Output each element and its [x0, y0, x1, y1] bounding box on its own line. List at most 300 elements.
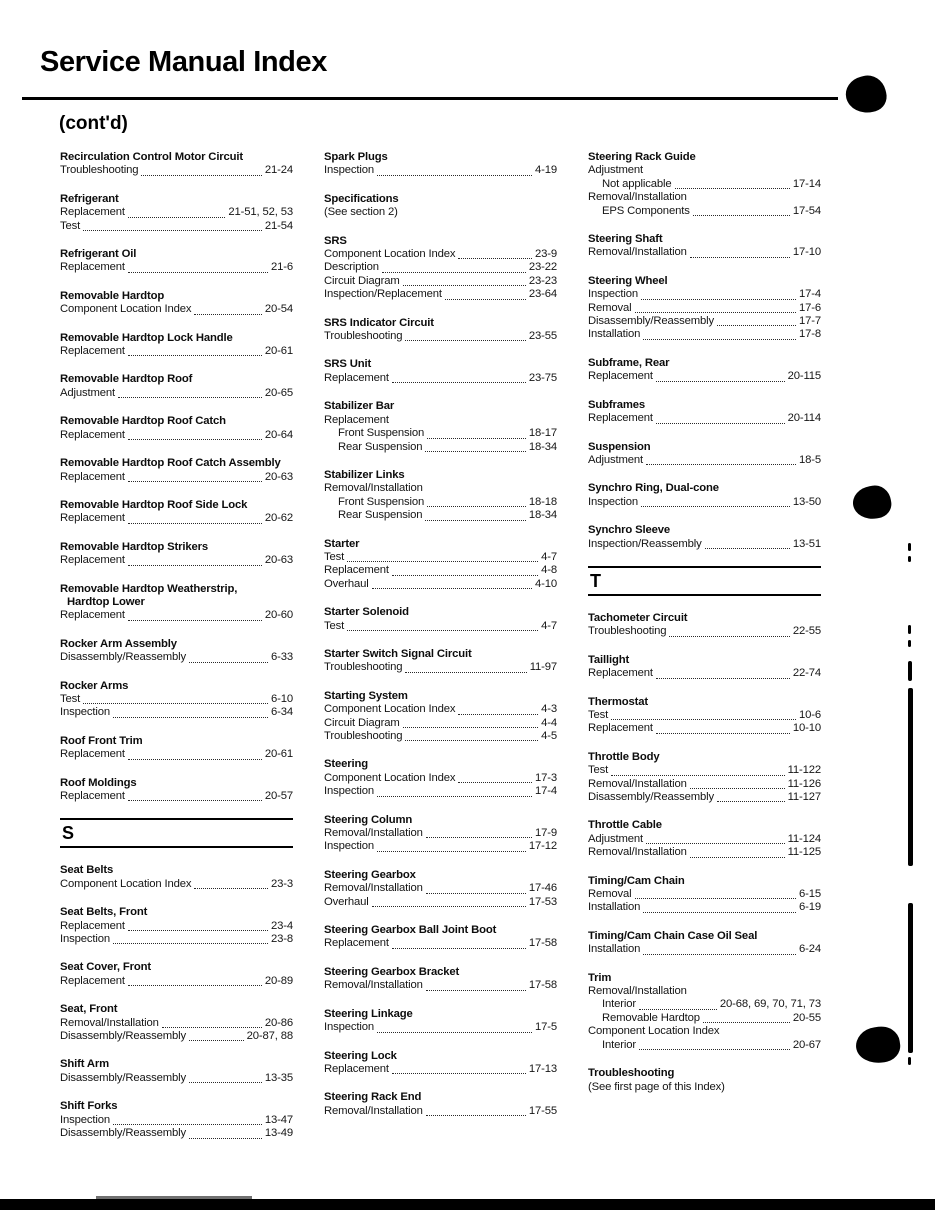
- page-number: 4-3: [541, 703, 557, 716]
- binding-mark: [908, 903, 913, 1053]
- index-entry: [324, 317, 557, 344]
- index-entry: [324, 235, 557, 302]
- index-entry: [60, 906, 293, 946]
- index-row: [60, 206, 293, 219]
- row-label: Replacement: [324, 1062, 389, 1075]
- dot-leader: [377, 796, 532, 797]
- index-row: [60, 1127, 293, 1140]
- page-number: 17-54: [792, 204, 821, 217]
- entry-heading: Hardtop Lower: [67, 595, 145, 608]
- row-label: Inspection: [60, 1113, 110, 1126]
- index-entry: [324, 358, 557, 385]
- index-entry: [324, 193, 557, 220]
- section-letter: S: [62, 823, 75, 844]
- row-label: Disassembly/Reassembly: [60, 1071, 187, 1084]
- page-number: 17-10: [792, 246, 821, 259]
- page-number: 20-87, 88: [246, 1030, 293, 1043]
- entry-heading: Steering Gearbox: [324, 868, 416, 881]
- page-number: 4-4: [541, 716, 557, 729]
- index-row: [324, 427, 557, 440]
- dot-leader: [703, 1022, 790, 1023]
- dot-leader: [693, 215, 790, 216]
- page-number: 20-63: [264, 554, 293, 567]
- entry-heading: Starter: [324, 537, 360, 550]
- index-row: [588, 191, 821, 204]
- index-row: [324, 896, 557, 909]
- row-label: Rear Suspension: [338, 440, 423, 453]
- row-label: Installation: [588, 901, 641, 914]
- index-entry: [324, 758, 557, 798]
- row-label: EPS Components: [602, 204, 690, 217]
- dot-leader: [425, 520, 525, 521]
- row-label: Description: [324, 261, 379, 274]
- index-entry: [588, 399, 821, 426]
- index-entry: [588, 275, 821, 342]
- index-row: [324, 164, 557, 177]
- entry-heading: Specifications: [324, 192, 399, 205]
- dot-leader: [426, 1115, 526, 1116]
- entry-heading: Seat Belts: [60, 864, 114, 877]
- page-number: 23-55: [528, 330, 557, 343]
- entry-heading: Roof Moldings: [60, 776, 137, 789]
- entry-heading: Subframes: [588, 398, 646, 411]
- entry-heading: Timing/Cam Chain: [588, 874, 685, 887]
- row-label: Disassembly/Reassembly: [60, 651, 187, 664]
- page-number: 20-67: [792, 1038, 821, 1051]
- index-row: [324, 509, 557, 522]
- dot-leader: [128, 565, 262, 566]
- row-label: Troubleshooting: [324, 661, 403, 674]
- index-row: [324, 441, 557, 454]
- row-label: Component Location Index: [60, 877, 192, 890]
- dot-leader: [641, 506, 790, 507]
- index-entry: [324, 1050, 557, 1077]
- row-label: Installation: [588, 328, 641, 341]
- page-number: 13-35: [264, 1071, 293, 1084]
- page-number: 17-5: [534, 1021, 557, 1034]
- index-entry: [60, 1100, 293, 1140]
- index-entry: [60, 583, 293, 623]
- index-row: [324, 772, 557, 785]
- page-number: 20-60: [264, 609, 293, 622]
- index-row: [588, 412, 821, 425]
- dot-leader: [83, 703, 268, 704]
- dot-leader: [458, 782, 532, 783]
- dot-leader: [690, 788, 785, 789]
- row-label: Removal/Installation: [324, 482, 423, 495]
- binding-mark: [908, 625, 911, 634]
- row-label: Installation: [588, 943, 641, 956]
- entry-heading: Steering Shaft: [588, 233, 663, 246]
- row-label: Removal: [588, 301, 632, 314]
- dot-leader: [128, 355, 262, 356]
- index-entry: [324, 606, 557, 633]
- dot-leader: [458, 258, 532, 259]
- row-label: Component Location Index: [588, 1025, 720, 1038]
- row-label: Test: [324, 550, 345, 563]
- index-entry: [60, 735, 293, 762]
- dot-leader: [690, 857, 785, 858]
- dot-leader: [128, 439, 262, 440]
- row-label: Overhaul: [324, 895, 369, 908]
- entry-heading: Stabilizer Links: [324, 468, 405, 481]
- index-entry: [324, 1091, 557, 1118]
- index-row: [324, 730, 557, 743]
- row-label: Removable Hardtop: [602, 1011, 700, 1024]
- row-label: Replacement: [324, 413, 389, 426]
- page-number: 20-61: [264, 748, 293, 761]
- row-label: Replacement: [60, 512, 125, 525]
- index-entry: [60, 151, 293, 178]
- index-row: [324, 882, 557, 895]
- index-row: [588, 625, 821, 638]
- index-row: [324, 551, 557, 564]
- row-label: Circuit Diagram: [324, 716, 400, 729]
- index-row: [324, 578, 557, 591]
- page-number: 4-8: [541, 564, 557, 577]
- entry-heading: Removable Hardtop Strikers: [60, 540, 209, 553]
- page-number: 13-47: [264, 1113, 293, 1126]
- row-label: (See section 2): [324, 206, 398, 219]
- binding-mark: [908, 688, 913, 866]
- index-entry: [60, 415, 293, 442]
- index-row: [588, 667, 821, 680]
- index-row: [60, 512, 293, 525]
- dot-leader: [128, 985, 262, 986]
- page-number: 17-7: [798, 315, 821, 328]
- binding-mark: [908, 1057, 911, 1065]
- page-number: 4-10: [534, 577, 557, 590]
- index-row: [60, 693, 293, 706]
- index-row: [588, 833, 821, 846]
- index-columns: [60, 151, 821, 1156]
- dot-leader: [372, 588, 532, 589]
- page-number: 11-126: [787, 777, 821, 790]
- index-row: [60, 429, 293, 442]
- page-number: 10-10: [792, 722, 821, 735]
- page-number: 11-127: [787, 791, 821, 803]
- entry-heading: Removable Hardtop Roof Side Lock: [60, 498, 248, 511]
- page-number: 23-3: [270, 877, 293, 890]
- index-row: [324, 785, 557, 798]
- page-number: 21-6: [270, 261, 293, 274]
- row-label: Removal/Installation: [588, 777, 687, 790]
- dot-leader: [427, 438, 526, 439]
- entry-heading: SRS Indicator Circuit: [324, 316, 434, 329]
- dot-leader: [128, 800, 262, 801]
- dot-leader: [426, 837, 532, 838]
- entry-heading: Seat, Front: [60, 1003, 118, 1016]
- row-label: Replacement: [60, 428, 125, 441]
- row-label: Replacement: [588, 370, 653, 383]
- dot-leader: [377, 175, 532, 176]
- index-entry: [588, 751, 821, 805]
- row-label: Troubleshooting: [324, 330, 403, 343]
- page-number: 23-8: [270, 933, 293, 946]
- page-number: 20-62: [264, 512, 293, 525]
- entry-heading: Removable Hardtop Roof: [60, 373, 193, 386]
- dot-leader: [83, 230, 262, 231]
- dot-leader: [639, 1009, 717, 1010]
- bottom-bar: [0, 1199, 935, 1210]
- index-row: [324, 206, 557, 219]
- index-entry: [60, 499, 293, 526]
- page-number: 4-19: [534, 164, 557, 177]
- row-label: Replacement: [60, 470, 125, 483]
- row-label: Front Suspension: [338, 427, 425, 440]
- index-entry: [588, 696, 821, 736]
- page-number: 11-122: [787, 764, 821, 777]
- index-row: [324, 482, 557, 495]
- index-row: [588, 315, 821, 328]
- dot-leader: [656, 678, 790, 679]
- index-row: [60, 706, 293, 719]
- dot-leader: [445, 299, 526, 300]
- index-row: [324, 564, 557, 577]
- entry-heading: Trim: [588, 971, 612, 984]
- entry-heading: Steering Rack End: [324, 1091, 422, 1104]
- dot-leader: [705, 548, 790, 549]
- entry-heading: Steering Lock: [324, 1049, 397, 1062]
- index-entry: [60, 1058, 293, 1085]
- index-row: [324, 330, 557, 343]
- row-label: Inspection: [60, 933, 110, 946]
- entry-heading: Troubleshooting: [588, 1067, 675, 1080]
- index-row: [324, 620, 557, 633]
- row-label: Replacement: [60, 206, 125, 219]
- page-number: 4-5: [541, 730, 557, 742]
- page-number: 13-50: [792, 495, 821, 508]
- section-letter: T: [590, 570, 601, 591]
- dot-leader: [403, 727, 539, 728]
- row-label: Interior: [602, 1038, 636, 1051]
- entry-heading: Spark Plugs: [324, 151, 388, 163]
- entry-heading: Starter Solenoid: [324, 606, 409, 619]
- index-row: [588, 846, 821, 859]
- dot-leader: [643, 954, 796, 955]
- index-row: [324, 496, 557, 509]
- index-row: [60, 748, 293, 761]
- dot-leader: [392, 948, 526, 949]
- index-row: [60, 920, 293, 933]
- index-row: [60, 790, 293, 803]
- dot-leader: [194, 314, 261, 315]
- index-entry: [324, 814, 557, 854]
- row-label: Component Location Index: [324, 771, 456, 784]
- index-row: [324, 979, 557, 992]
- index-entry: [60, 864, 293, 891]
- index-row: [588, 454, 821, 467]
- row-label: Removal/Installation: [60, 1016, 159, 1029]
- row-label: Removal/Installation: [324, 979, 423, 992]
- page-number: 13-49: [264, 1127, 293, 1140]
- dot-leader: [128, 217, 225, 218]
- index-entry: [324, 538, 557, 592]
- row-label: Replacement: [60, 748, 125, 761]
- entry-heading: Seat Cover, Front: [60, 961, 151, 974]
- page-number: 17-12: [528, 840, 557, 853]
- row-label: Component Location Index: [324, 248, 456, 261]
- dot-leader: [405, 672, 526, 673]
- row-label: Troubleshooting: [588, 625, 667, 638]
- page-number: 20-86: [264, 1016, 293, 1029]
- dot-leader: [426, 893, 526, 894]
- row-label: Adjustment: [588, 453, 644, 466]
- index-row: [60, 1017, 293, 1030]
- entry-heading: Refrigerant: [60, 192, 119, 205]
- row-label: Replacement: [60, 345, 125, 358]
- row-label: Removal/Installation: [324, 827, 423, 840]
- dot-leader: [377, 1032, 532, 1033]
- row-label: Disassembly/Reassembly: [588, 791, 715, 803]
- index-entry: [60, 1003, 293, 1043]
- entry-heading: Shift Arm: [60, 1058, 110, 1071]
- row-label: Replacement: [588, 722, 653, 735]
- entry-heading: Steering Gearbox Bracket: [324, 965, 460, 978]
- row-label: Test: [588, 764, 609, 777]
- index-row: [60, 975, 293, 988]
- page-number: 20-115: [787, 370, 821, 383]
- dot-leader: [194, 888, 268, 889]
- entry-heading: Rocker Arms: [60, 679, 129, 692]
- index-row: [588, 791, 821, 804]
- dot-leader: [141, 175, 261, 176]
- entry-heading: Throttle Cable: [588, 819, 662, 832]
- index-entry: [60, 777, 293, 804]
- entry-heading: Steering Wheel: [588, 274, 668, 287]
- index-row: [324, 248, 557, 261]
- entry-heading: Removable Hardtop: [60, 289, 165, 302]
- index-row: [588, 722, 821, 735]
- row-label: Component Location Index: [324, 703, 456, 716]
- dot-leader: [162, 1027, 262, 1028]
- index-row: [60, 878, 293, 891]
- index-entry: [324, 469, 557, 523]
- entry-heading: Steering Rack Guide: [588, 151, 696, 163]
- dot-leader: [639, 1049, 790, 1050]
- entry-heading: Timing/Cam Chain Case Oil Seal: [588, 929, 758, 942]
- index-entry: [588, 482, 821, 509]
- row-label: Troubleshooting: [60, 164, 139, 177]
- row-label: Adjustment: [588, 164, 644, 177]
- entry-heading: Starter Switch Signal Circuit: [324, 647, 472, 660]
- ink-blob-middle: [850, 483, 893, 522]
- index-entry: [588, 441, 821, 468]
- index-entry: [588, 151, 821, 218]
- dot-leader: [643, 339, 796, 340]
- page-number: 4-7: [541, 619, 557, 632]
- row-label: Replacement: [60, 919, 125, 932]
- dot-leader: [128, 481, 262, 482]
- page-number: 20-64: [264, 428, 293, 441]
- index-entry: [60, 290, 293, 317]
- dot-leader: [347, 561, 538, 562]
- binding-mark: [908, 556, 911, 562]
- index-entry: [588, 612, 821, 639]
- dot-leader: [113, 1124, 262, 1125]
- row-label: Replacement: [588, 667, 653, 680]
- dot-leader: [377, 851, 526, 852]
- entry-heading: Removable Hardtop Roof Catch Assembly: [60, 457, 281, 470]
- row-label: Removal/Installation: [324, 1104, 423, 1117]
- page-number: 10-6: [798, 708, 821, 721]
- page-number: 23-23: [528, 274, 557, 287]
- page-number: 6-34: [270, 706, 293, 719]
- index-row: [60, 220, 293, 233]
- page-number: 21-24: [264, 164, 293, 177]
- row-label: Rear Suspension: [338, 509, 423, 522]
- entry-heading: Removable Hardtop Weatherstrip,: [60, 582, 238, 595]
- page-number: 23-64: [528, 288, 557, 301]
- index-row: [60, 387, 293, 400]
- page-number: 17-6: [798, 301, 821, 314]
- index-entry: [324, 151, 557, 178]
- dot-leader: [717, 325, 796, 326]
- page-number: 6-15: [798, 888, 821, 901]
- page-number: 23-22: [528, 261, 557, 274]
- entry-heading: Steering: [324, 758, 368, 771]
- index-row: [588, 888, 821, 901]
- page-number: 20-63: [264, 470, 293, 483]
- page-number: 17-46: [528, 882, 557, 895]
- index-entry: [60, 541, 293, 568]
- index-entry: [588, 875, 821, 915]
- entry-heading: Refrigerant Oil: [60, 248, 137, 261]
- row-label: Inspection/Reassembly: [588, 537, 702, 550]
- entry-heading: Starting System: [324, 689, 408, 702]
- binding-mark: [908, 661, 912, 681]
- page-number: 17-13: [528, 1062, 557, 1075]
- entry-heading: Synchro Ring, Dual-cone: [588, 482, 719, 495]
- dot-leader: [118, 397, 262, 398]
- dot-leader: [611, 719, 796, 720]
- index-row: [588, 778, 821, 791]
- dot-leader: [189, 662, 268, 663]
- page-number: 23-75: [528, 371, 557, 384]
- row-label: Removal/Installation: [588, 191, 687, 204]
- index-row: [60, 303, 293, 316]
- index-row: [588, 985, 821, 998]
- entry-heading: Suspension: [588, 440, 651, 453]
- index-row: [324, 937, 557, 950]
- row-label: Inspection: [60, 706, 110, 719]
- index-entry: [324, 966, 557, 993]
- row-label: Test: [60, 219, 81, 232]
- dot-leader: [372, 906, 526, 907]
- index-row: [588, 328, 821, 341]
- page-number: 20-54: [264, 303, 293, 316]
- page-number: 17-55: [528, 1104, 557, 1117]
- index-entry: [60, 193, 293, 233]
- dot-leader: [669, 636, 789, 637]
- row-label: Inspection: [324, 164, 374, 177]
- dot-leader: [646, 843, 785, 844]
- index-entry: [588, 233, 821, 260]
- row-label: Removal/Installation: [324, 882, 423, 895]
- row-label: Test: [588, 708, 609, 721]
- entry-heading: SRS Unit: [324, 358, 372, 371]
- row-label: Replacement: [588, 412, 653, 425]
- index-entry: [588, 524, 821, 551]
- index-entry: [60, 961, 293, 988]
- dot-leader: [113, 717, 268, 718]
- page-number: 17-4: [798, 288, 821, 301]
- index-entry: [60, 680, 293, 720]
- page-number: 11-124: [787, 832, 821, 845]
- dot-leader: [128, 620, 262, 621]
- page-number: 17-53: [528, 895, 557, 908]
- index-row: [588, 164, 821, 177]
